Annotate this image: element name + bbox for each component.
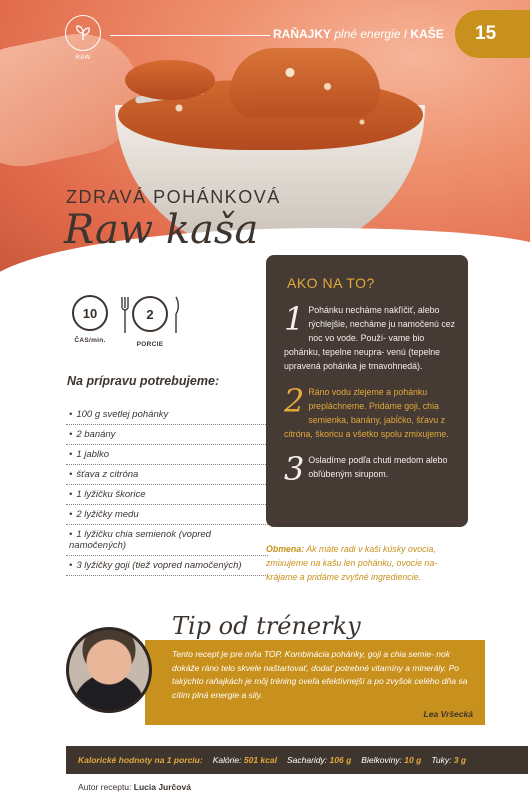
fork-icon bbox=[121, 296, 129, 334]
step-item bbox=[284, 450, 456, 488]
ingredient-item: • 100 g svetlej pohánky bbox=[66, 405, 268, 425]
steps-heading: AKO NA TO? bbox=[287, 275, 375, 291]
step-text: Pohánku necháme nakľíčiť, alebo rýchlejšie, necháme ju namočenú cez noc vo vode. Použí- vame bio pohánku, tepelne neupra- venú (tepelne upravená pohánka je tmavohnedá). bbox=[284, 305, 456, 371]
step-number: 3 bbox=[284, 450, 305, 488]
step-number: 2 bbox=[284, 382, 305, 420]
nutrition-lead: Kalorické hodnoty na 1 porciu: bbox=[78, 755, 203, 765]
ingredient-item: • 2 banány bbox=[66, 425, 268, 445]
nutrition-bar bbox=[66, 746, 528, 774]
steps-card bbox=[266, 255, 468, 527]
time-label: ČAS/min. bbox=[74, 337, 106, 344]
tip-author: Lea Vršecká bbox=[423, 709, 473, 719]
step-item bbox=[284, 300, 456, 373]
portions-circle bbox=[132, 296, 168, 332]
hero-spoon bbox=[125, 60, 215, 100]
portions bbox=[115, 295, 185, 348]
section-title: RAŇAJKY plné energie I KAŠE bbox=[273, 27, 444, 41]
timer-icon bbox=[72, 295, 108, 331]
tip-box bbox=[145, 640, 485, 725]
ingredient-item: • 1 lyžičku chia semienok (vopred namočených) bbox=[66, 525, 268, 556]
ingredient-item: • 1 lyžičku škorice bbox=[66, 485, 268, 505]
step-item bbox=[284, 382, 456, 441]
hero-porridge-pile bbox=[230, 48, 380, 118]
page-number: 15 bbox=[455, 10, 530, 58]
variation-note: Obmena: Ak máte radi v kaši kúsky ovocia, zmixujeme na kašu len pohánku, ovocie na- krájame a pridáme zvyšné ingrediencie. bbox=[266, 544, 438, 582]
plate-icon bbox=[115, 295, 185, 335]
raw-badge-label: RAW bbox=[75, 55, 91, 61]
step-number: 1 bbox=[284, 300, 305, 338]
tip-text: Tento recept je pre mňa TOP. Kombinácia pohánky, goji a chia semie- nok dokáže ráno telo skvele naštartovať, dodať potrebné vitamíny a minerály. Po takýchto raňajkách je môj tréning oveľa efektívnejší a po zvyšok celého dňa sa cítim plná energie a sily. bbox=[172, 649, 468, 700]
recipe-credit: Autor receptu: Lucia Jurčová bbox=[78, 782, 191, 792]
raw-leaf-icon bbox=[65, 15, 101, 51]
header-divider bbox=[110, 35, 270, 36]
portions-value: 2 bbox=[146, 306, 154, 322]
ingredient-item: • 2 lyžičky medu bbox=[66, 505, 268, 525]
recipe-subtitle: ZDRAVÁ POHÁNKOVÁ bbox=[66, 187, 281, 207]
step-text: Ráno vodu zlejeme a pohánku prepláchneme. Pridáme goji, chia semienka, banány, jabĺčko, šťavu z citróna, škoricu a všetko spolu zmixujeme. bbox=[284, 387, 449, 439]
time-value: 10 bbox=[82, 305, 98, 321]
tip-heading: Tip od trénerky bbox=[172, 612, 361, 640]
step-text: Osladíme podľa chuti medom alebo obľúbeným sirupom. bbox=[308, 455, 448, 479]
nutrition-protein: Bielkoviny: 10 g bbox=[361, 755, 422, 765]
nutrition-fat: Tuky: 3 g bbox=[431, 755, 467, 765]
portions-label: PORCIE bbox=[136, 341, 164, 348]
nutrition-kcal: Kalórie: 501 kcal bbox=[212, 755, 277, 765]
ingredient-item: • šťava z citróna bbox=[66, 465, 268, 485]
nutrition-carbs: Sacharidy: 106 g bbox=[286, 755, 352, 765]
ingredients-list bbox=[66, 405, 268, 576]
trainer-avatar bbox=[66, 627, 152, 713]
ingredients-heading: Na prípravu potrebujeme: bbox=[67, 374, 220, 388]
ingredient-item: • 3 lyžičky goji (tiež vopred namočených) bbox=[66, 556, 268, 576]
ingredient-item: • 1 jablko bbox=[66, 445, 268, 465]
knife-icon bbox=[172, 296, 180, 334]
recipe-title: Raw kaša bbox=[64, 207, 259, 253]
